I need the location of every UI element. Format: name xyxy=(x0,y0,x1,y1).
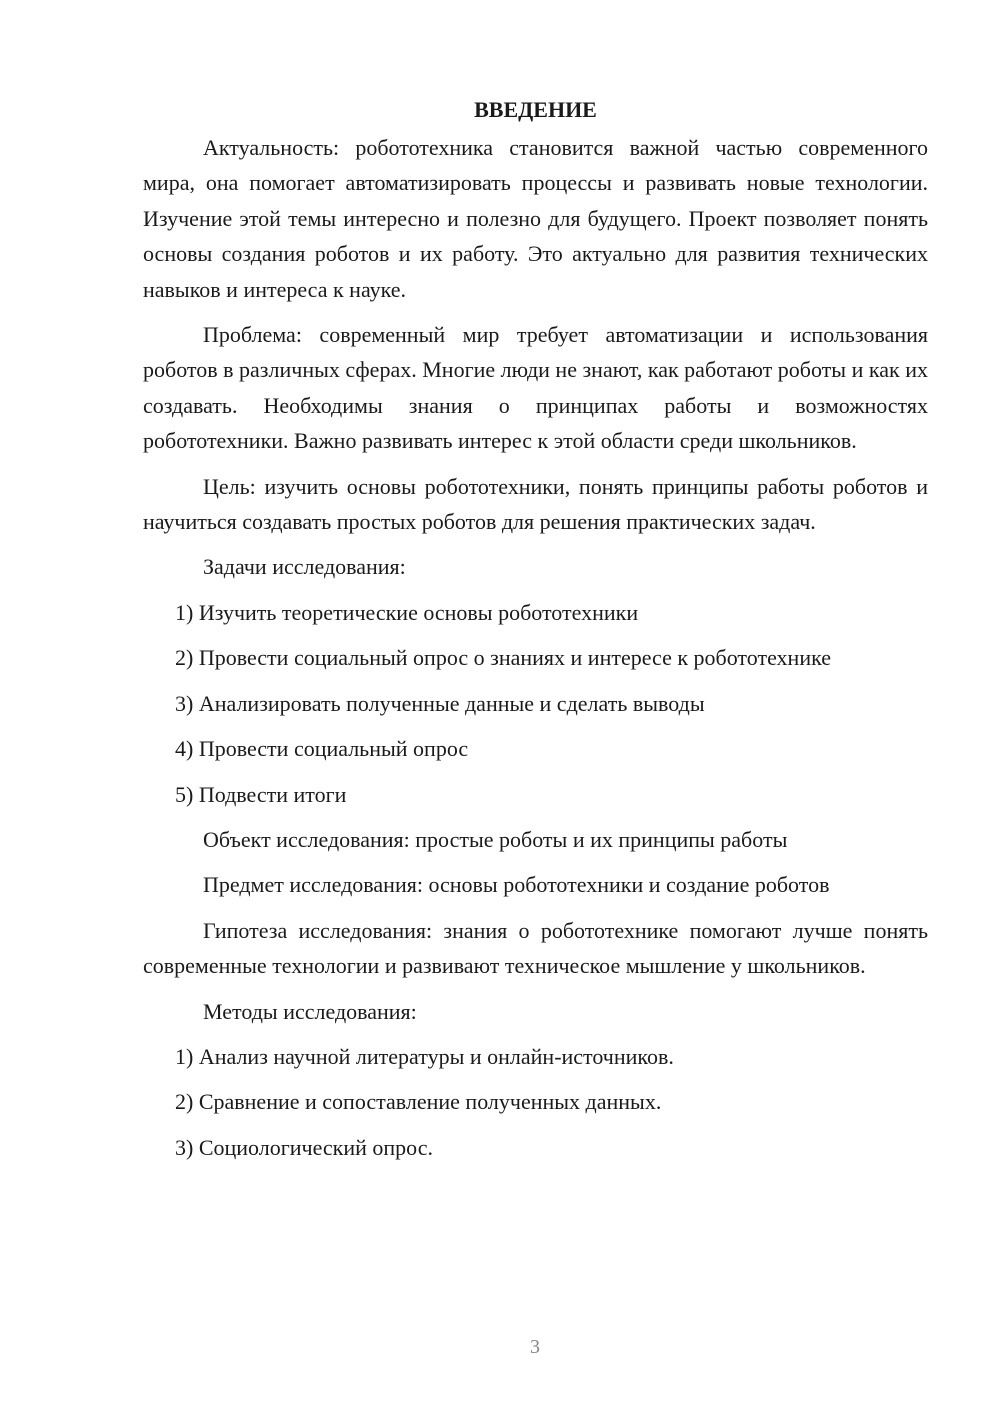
method-item: 3) Социологический опрос. xyxy=(175,1134,433,1160)
section-title: ВВЕДЕНИЕ xyxy=(474,97,597,122)
page-number: 3 xyxy=(530,1336,540,1358)
task-item: 3) Анализировать полученные данные и сделать выводы xyxy=(175,690,705,716)
paragraph-hypothesis: Гипотеза исследования: знания о робототехнике помогают лучше понять современные технологии и развивают техническое мышление у школьников. xyxy=(143,917,928,979)
task-item: 5) Подвести итоги xyxy=(175,781,347,807)
paragraph-relevance: Актуальность: робототехника становится важной частью современного мира, она помогает автоматизировать процессы и развивать новые технологии. Изучение этой темы интересно и полезно для будущего. Проект позволяет понять основы создания роботов и их работу. Это актуально для развития технических навыков и интереса к науке. xyxy=(143,135,928,302)
method-item: 1) Анализ научной литературы и онлайн-источников. xyxy=(175,1043,674,1069)
methods-heading: Методы исследования: xyxy=(203,998,417,1024)
task-item: 2) Провести социальный опрос о знаниях и интересе к робототехнике xyxy=(175,645,832,671)
task-item: 1) Изучить теоретические основы робототехники xyxy=(175,599,639,625)
research-subject: Предмет исследования: основы робототехники и создание роботов xyxy=(203,872,830,898)
task-item: 4) Провести социальный опрос xyxy=(175,736,469,762)
document-page xyxy=(143,94,928,1175)
tasks-heading: Задачи исследования: xyxy=(203,554,406,580)
paragraph-goal: Цель: изучить основы робототехники, понять принципы работы роботов и научиться создавать простых роботов для решения практических задач. xyxy=(143,473,928,535)
paragraph-problem: Проблема: современный мир требует автоматизации и использования роботов в различных сферах. Многие люди не знают, как работают роботы и как их создавать. Необходимы знания о принципах работы и возможностях робототехники. Важно развивать интерес к этой области среди школьников. xyxy=(143,322,928,454)
research-object: Объект исследования: простые роботы и их принципы работы xyxy=(203,826,788,852)
method-item: 2) Сравнение и сопоставление полученных данных. xyxy=(175,1089,662,1115)
